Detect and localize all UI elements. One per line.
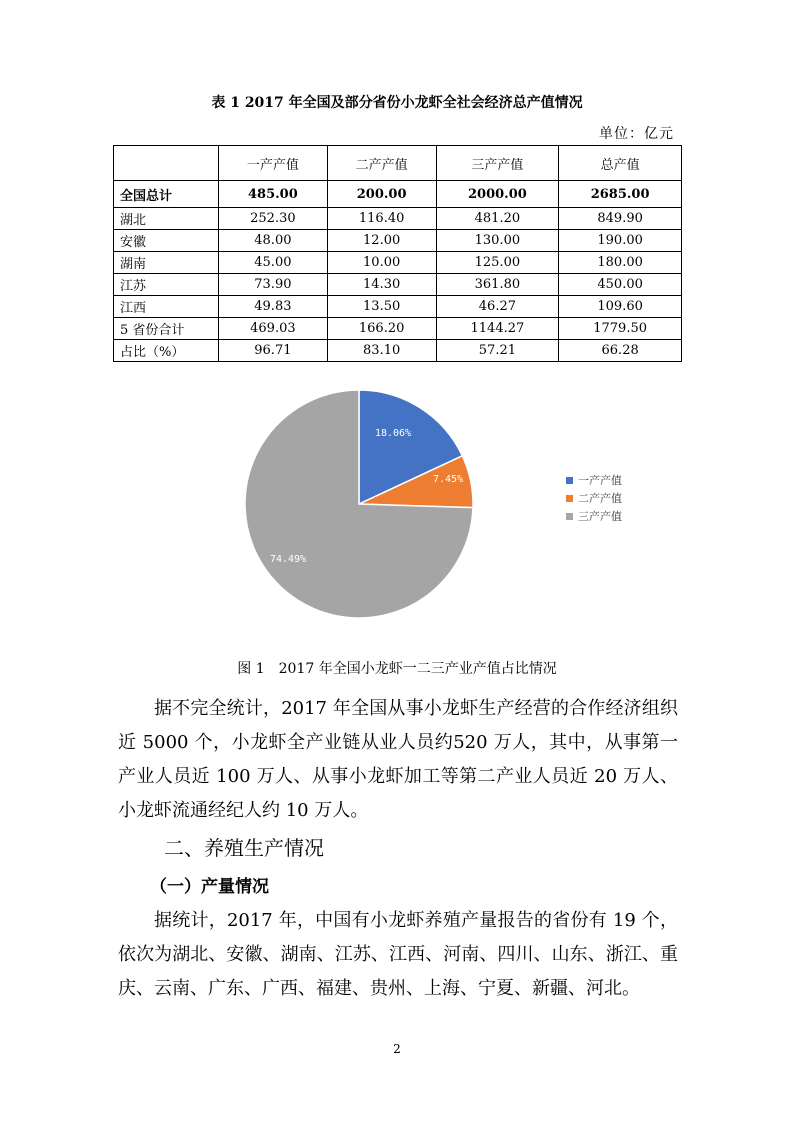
table-cell: 1779.50 bbox=[559, 318, 682, 340]
table-cell: 361.80 bbox=[436, 274, 559, 296]
table-cell: 14.30 bbox=[327, 274, 436, 296]
table-cell: 2685.00 bbox=[559, 181, 682, 208]
body-paragraph-2: 据统计，2017 年，中国有小龙虾养殖产量报告的省份有 19 个，依次为湖北、安徽、湖南、江苏、江西、河南、四川、山东、浙江、重庆、云南、广东、广西、福建、贵州、上海、宁夏、新疆、河北。 bbox=[118, 910, 678, 999]
row-label: 5 省份合计 bbox=[114, 318, 219, 340]
row-label: 湖南 bbox=[114, 252, 219, 274]
table-cell: 200.00 bbox=[327, 181, 436, 208]
table-cell: 66.28 bbox=[559, 340, 682, 362]
legend-label: 一产产值 bbox=[578, 474, 622, 487]
table-cell: 116.40 bbox=[327, 208, 436, 230]
table-row bbox=[114, 252, 682, 274]
table-unit: 单位：亿元 bbox=[599, 126, 674, 142]
table-cell: 46.27 bbox=[436, 296, 559, 318]
table-row bbox=[114, 208, 682, 230]
row-label: 全国总计 bbox=[114, 181, 219, 208]
legend-swatch bbox=[566, 477, 573, 484]
pie-data-label: 7.45% bbox=[432, 474, 464, 485]
section-heading: 二、养殖生产情况 bbox=[164, 836, 324, 860]
pie-data-label: 18.06% bbox=[374, 428, 412, 439]
table-cell: 252.30 bbox=[219, 208, 328, 230]
table-cell: 109.60 bbox=[559, 296, 682, 318]
table-cell: 1144.27 bbox=[436, 318, 559, 340]
legend-label: 三产产值 bbox=[578, 510, 622, 523]
body-paragraph-1: 据不完全统计，2017 年全国从事小龙虾生产经营的合作经济组织近 5000 个，小龙虾全产业链从业人员约520 万人，其中，从事第一产业人员近 100 万人、从事小龙虾加工等第二产业人员近 20 万人、小龙虾流通经纪人约 10 万人。 bbox=[118, 698, 678, 821]
table-cell: 83.10 bbox=[327, 340, 436, 362]
table-cell: 469.03 bbox=[219, 318, 328, 340]
table-cell: 180.00 bbox=[559, 252, 682, 274]
table-row bbox=[114, 230, 682, 252]
legend-label: 二产产值 bbox=[578, 492, 622, 505]
pie-chart bbox=[0, 380, 794, 630]
table-cell: 125.00 bbox=[436, 252, 559, 274]
subsection-heading: （一）产量情况 bbox=[150, 877, 269, 897]
table-cell: 10.00 bbox=[327, 252, 436, 274]
table-cell: 73.90 bbox=[219, 274, 328, 296]
table-cell: 57.21 bbox=[436, 340, 559, 362]
table-cell: 2000.00 bbox=[436, 181, 559, 208]
table-cell: 130.00 bbox=[436, 230, 559, 252]
table-row bbox=[114, 181, 682, 208]
table-row bbox=[114, 274, 682, 296]
row-label: 安徽 bbox=[114, 230, 219, 252]
row-label: 占比（%） bbox=[114, 340, 219, 362]
row-label: 江西 bbox=[114, 296, 219, 318]
table-cell: 485.00 bbox=[219, 181, 328, 208]
table-cell: 96.71 bbox=[219, 340, 328, 362]
table-cell: 49.83 bbox=[219, 296, 328, 318]
table-cell: 12.00 bbox=[327, 230, 436, 252]
header-cell: 一产产值 bbox=[219, 146, 328, 181]
table-cell: 481.20 bbox=[436, 208, 559, 230]
row-label: 湖北 bbox=[114, 208, 219, 230]
table-cell: 166.20 bbox=[327, 318, 436, 340]
pie-data-label: 74.49% bbox=[269, 554, 307, 565]
table-cell: 450.00 bbox=[559, 274, 682, 296]
table-cell: 48.00 bbox=[219, 230, 328, 252]
table-row bbox=[114, 340, 682, 362]
table-cell: 45.00 bbox=[219, 252, 328, 274]
data-table bbox=[113, 145, 682, 362]
table-cell: 13.50 bbox=[327, 296, 436, 318]
header-cell: 二产产值 bbox=[327, 146, 436, 181]
header-cell: 总产值 bbox=[559, 146, 682, 181]
table-cell: 849.90 bbox=[559, 208, 682, 230]
header-cell bbox=[114, 146, 219, 181]
legend-swatch bbox=[566, 513, 573, 520]
table-caption: 表 1 2017 年全国及部分省份小龙虾全社会经济总产值情况 bbox=[211, 95, 583, 111]
table-row bbox=[114, 296, 682, 318]
legend-swatch bbox=[566, 495, 573, 502]
table-cell: 190.00 bbox=[559, 230, 682, 252]
row-label: 江苏 bbox=[114, 274, 219, 296]
figure-caption: 图 1 2017 年全国小龙虾一二三产业产值占比情况 bbox=[237, 661, 557, 677]
table-header-row bbox=[114, 146, 682, 181]
table-row bbox=[114, 318, 682, 340]
page-number: 2 bbox=[393, 1042, 401, 1056]
header-cell: 三产产值 bbox=[436, 146, 559, 181]
